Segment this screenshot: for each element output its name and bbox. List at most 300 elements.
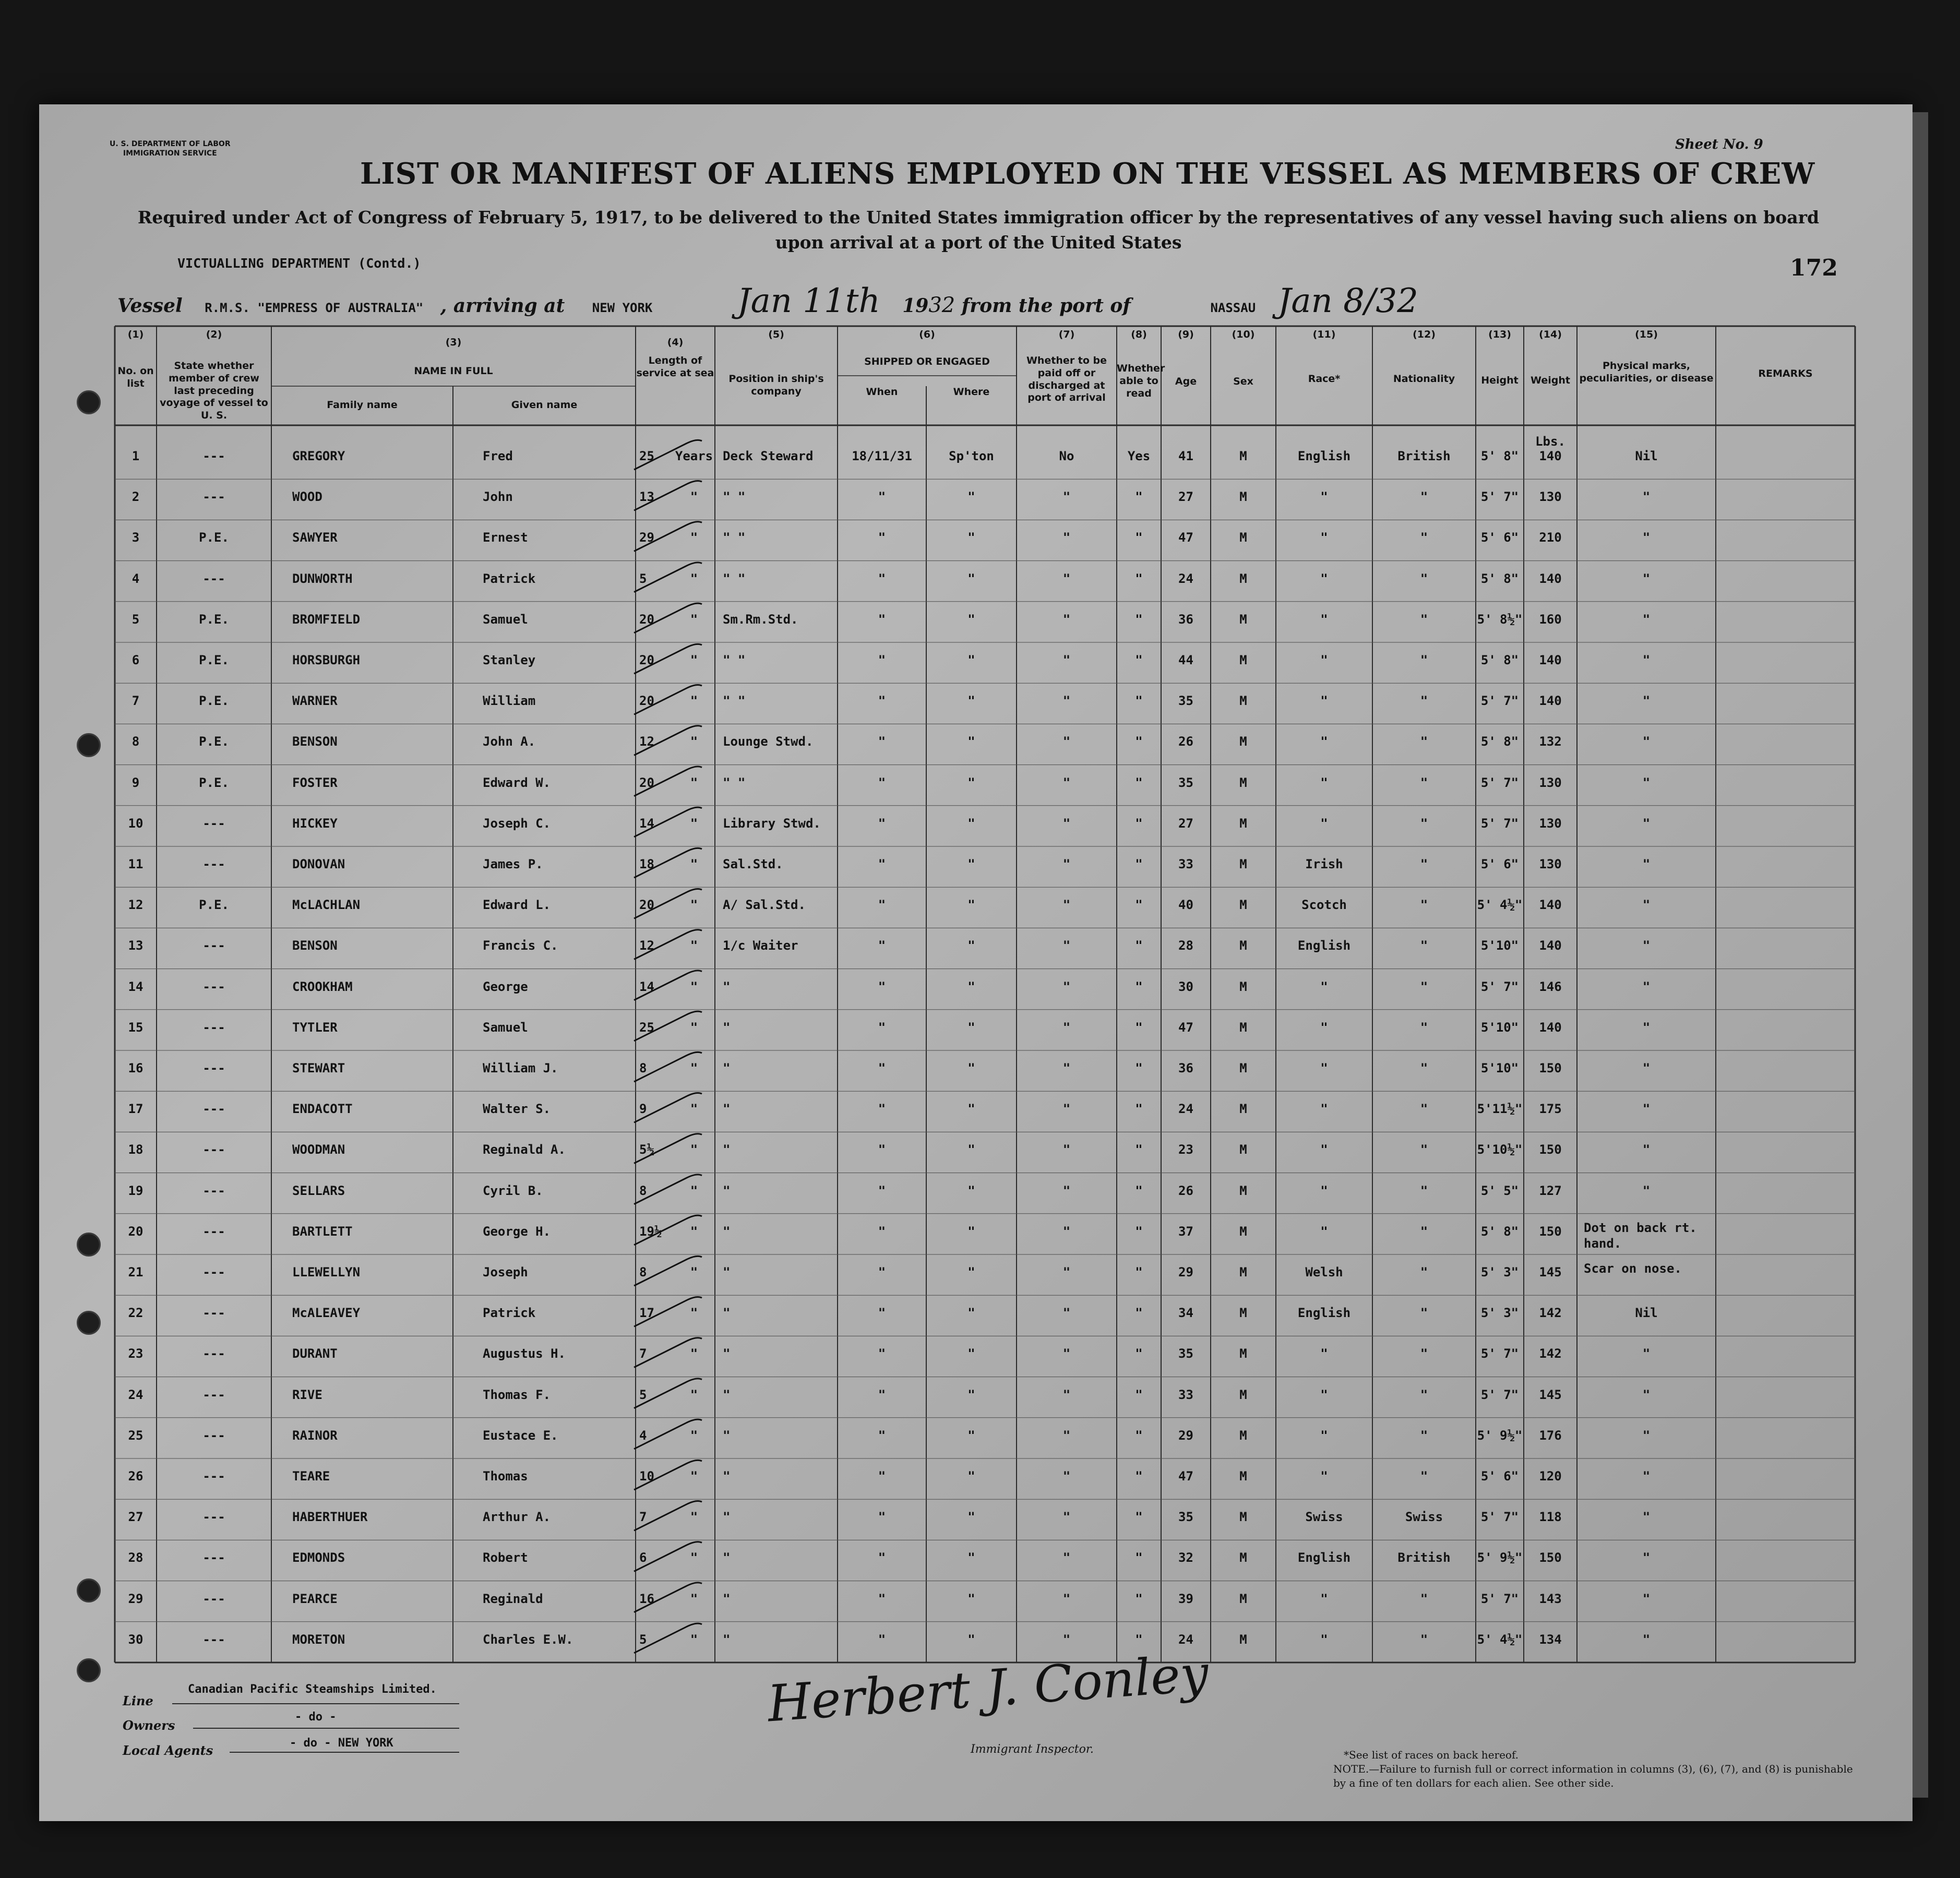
physical-marks: " [1642, 1020, 1651, 1035]
height: 5' 6" [1480, 1469, 1519, 1484]
col-header-given-name: Given name [511, 399, 578, 411]
previous-voyage: --- [202, 1428, 225, 1443]
col-header-no: No. on list [117, 365, 154, 389]
height: 5' 7" [1480, 1510, 1519, 1525]
shipped-when: " [878, 653, 886, 667]
shipped-when: " [878, 775, 886, 790]
nationality: British [1397, 1550, 1451, 1565]
service-unit: " [690, 612, 698, 627]
ship-position: " [723, 979, 731, 994]
row-number: 13 [128, 938, 144, 953]
weight: 130 [1539, 775, 1562, 790]
able-to-read: " [1135, 612, 1143, 627]
sex: M [1239, 530, 1247, 545]
previous-voyage: P.E. [199, 734, 229, 749]
age: 29 [1178, 1265, 1193, 1279]
row-number: 20 [128, 1224, 144, 1239]
weight: 130 [1539, 857, 1562, 871]
able-to-read: " [1135, 653, 1143, 667]
service-length: 7 [639, 1510, 647, 1525]
race: " [1320, 775, 1328, 790]
paid-off: " [1062, 898, 1071, 913]
service-length: 17 [639, 1306, 654, 1321]
paid-off: " [1062, 1306, 1071, 1321]
col-header-weight: Weight [1531, 375, 1570, 386]
col-number: (12) [1413, 329, 1436, 340]
family-name: HORSBURGH [292, 653, 361, 667]
shipped-when: " [878, 1183, 886, 1198]
previous-voyage: --- [202, 1632, 225, 1647]
shipped-when: " [878, 816, 886, 831]
ship-position: " [723, 1591, 731, 1606]
service-unit: " [690, 1020, 698, 1035]
paid-off: " [1062, 1183, 1071, 1198]
given-name: Edward L. [483, 898, 551, 913]
nationality: " [1420, 938, 1428, 953]
family-name: DURANT [292, 1346, 338, 1361]
given-name: Edward W. [483, 775, 551, 790]
shipped-where: " [967, 1346, 975, 1361]
shipped-where: " [967, 489, 975, 505]
owners-value: - do - [295, 1710, 337, 1724]
given-name: John A. [483, 734, 536, 749]
given-name: John [483, 489, 513, 505]
age: 23 [1178, 1142, 1193, 1157]
age: 24 [1178, 571, 1193, 586]
age: 26 [1178, 1183, 1193, 1198]
paid-off: " [1062, 1061, 1071, 1075]
col-number: (14) [1539, 329, 1562, 340]
col-number: (3) [445, 337, 462, 348]
given-name: Walter S. [483, 1102, 551, 1117]
ship-position: " [723, 1183, 731, 1198]
able-to-read: " [1135, 1224, 1143, 1239]
previous-voyage: --- [202, 938, 225, 953]
paid-off: " [1062, 1428, 1071, 1443]
weight: 130 [1539, 816, 1562, 831]
physical-marks: " [1642, 1591, 1651, 1606]
ship-position: Deck Steward [723, 449, 814, 463]
physical-marks: " [1642, 857, 1651, 871]
age: 32 [1178, 1550, 1193, 1565]
weight: 142 [1539, 1346, 1562, 1361]
col-number: (11) [1312, 329, 1336, 340]
able-to-read: " [1135, 1142, 1143, 1157]
col-header-where: Where [953, 386, 990, 398]
weight: 134 [1539, 1632, 1562, 1647]
ship-position: " " [723, 489, 746, 505]
service-length: 18 [639, 857, 654, 871]
ship-position: " [723, 1020, 731, 1035]
physical-marks: " [1642, 1142, 1651, 1157]
ship-position: Lounge Stwd. [723, 734, 814, 749]
row-number: 30 [128, 1632, 144, 1647]
service-unit: " [690, 1550, 698, 1565]
given-name: William [483, 693, 536, 709]
paid-off: No [1059, 449, 1074, 463]
family-name: BENSON [292, 734, 338, 749]
weight: 127 [1539, 1183, 1562, 1198]
able-to-read: " [1135, 1469, 1143, 1484]
service-length: 5½ [639, 1142, 654, 1157]
shipped-where: " [967, 1224, 975, 1239]
shipped-when: " [878, 857, 886, 871]
previous-voyage: --- [202, 1020, 225, 1035]
race: " [1320, 1020, 1328, 1035]
nationality: " [1420, 734, 1428, 749]
family-name: MORETON [292, 1632, 345, 1647]
given-name: Cyril B. [483, 1183, 543, 1198]
shipped-when: " [878, 1265, 886, 1279]
row-number: 24 [128, 1387, 144, 1402]
service-unit: " [690, 898, 698, 913]
nationality: " [1420, 1224, 1428, 1239]
nationality: " [1420, 857, 1428, 871]
shipped-when: " [878, 1550, 886, 1565]
service-unit: " [690, 571, 698, 586]
able-to-read: " [1135, 1387, 1143, 1402]
row-number: 4 [132, 571, 140, 586]
given-name: William J. [483, 1061, 558, 1075]
service-unit: " [690, 489, 698, 505]
nationality: " [1420, 1428, 1428, 1443]
race: " [1320, 1387, 1328, 1402]
weight: 150 [1539, 1142, 1562, 1157]
age: 24 [1178, 1102, 1193, 1117]
physical-marks: " [1642, 530, 1651, 545]
row-number: 22 [128, 1306, 144, 1321]
paid-off: " [1062, 612, 1071, 627]
service-unit: " [690, 1428, 698, 1443]
family-name: DONOVAN [292, 857, 345, 871]
height: 5'10" [1480, 1020, 1519, 1035]
weight: 143 [1539, 1591, 1562, 1606]
year-handwritten: 32 [928, 293, 955, 317]
service-length: 8 [639, 1061, 647, 1075]
height: 5' 4½" [1477, 898, 1523, 913]
age: 26 [1178, 734, 1193, 749]
race: English [1297, 1550, 1351, 1565]
sex: M [1239, 1591, 1247, 1606]
ship-position: " [723, 1306, 731, 1321]
col-header-remarks: REMARKS [1758, 368, 1813, 379]
sex: M [1239, 1102, 1247, 1117]
physical-marks: " [1642, 489, 1651, 505]
service-unit: " [690, 938, 698, 953]
paid-off: " [1062, 1020, 1071, 1035]
service-length: 12 [639, 938, 654, 953]
height: 5' 8" [1480, 571, 1519, 586]
able-to-read: " [1135, 938, 1143, 953]
able-to-read: " [1135, 1346, 1143, 1361]
sex: M [1239, 1632, 1247, 1647]
shipped-when: " [878, 1387, 886, 1402]
shipped-where: " [967, 1510, 975, 1525]
age: 47 [1178, 1469, 1193, 1484]
row-number: 6 [132, 653, 140, 667]
given-name: Joseph [483, 1265, 528, 1279]
paid-off: " [1062, 693, 1071, 709]
family-name: CROOKHAM [292, 979, 353, 994]
shipped-where: " [967, 693, 975, 709]
able-to-read: " [1135, 1020, 1143, 1035]
sex: M [1239, 734, 1247, 749]
weight-unit: Lbs. [1535, 434, 1565, 449]
nationality: " [1420, 1265, 1428, 1279]
able-to-read: " [1135, 1102, 1143, 1117]
family-name: PEARCE [292, 1591, 338, 1606]
nationality: " [1420, 1387, 1428, 1402]
service-length: 20 [639, 612, 654, 627]
physical-marks: Scar on nose. [1584, 1261, 1682, 1276]
previous-voyage: --- [202, 979, 225, 994]
able-to-read: " [1135, 1591, 1143, 1606]
able-to-read: " [1135, 857, 1143, 871]
nationality: " [1420, 1102, 1428, 1117]
physical-marks: " [1642, 816, 1651, 831]
service-unit: " [690, 1346, 698, 1361]
row-number: 23 [128, 1346, 144, 1361]
physical-marks: " [1642, 1550, 1651, 1565]
nationality: " [1420, 775, 1428, 790]
service-unit: " [690, 775, 698, 790]
race: " [1320, 530, 1328, 545]
ship-position: " [723, 1142, 731, 1157]
sex: M [1239, 1020, 1247, 1035]
vessel-label: Vessel [117, 295, 183, 317]
race: " [1320, 979, 1328, 994]
col-number: (9) [1178, 329, 1194, 340]
col-number: (6) [919, 329, 935, 340]
sex: M [1239, 571, 1247, 586]
row-number: 21 [128, 1265, 144, 1279]
family-name: ENDACOTT [292, 1102, 353, 1117]
height: 5' 7" [1480, 489, 1519, 505]
weight: 118 [1539, 1510, 1562, 1525]
row-number: 26 [128, 1469, 144, 1484]
shipped-when: " [878, 1142, 886, 1157]
service-unit: " [690, 734, 698, 749]
able-to-read: " [1135, 1632, 1143, 1647]
footnotes [1333, 1748, 1855, 1790]
service-length: 4 [639, 1428, 647, 1443]
physical-marks: " [1642, 1346, 1651, 1361]
height: 5' 8" [1480, 653, 1519, 667]
from-port: NASSAU [1210, 301, 1256, 315]
service-length: 12 [639, 734, 654, 749]
shipped-where: " [967, 1061, 975, 1075]
vessel-name: R.M.S. "EMPRESS OF AUSTRALIA" [205, 301, 424, 315]
service-unit: " [690, 1102, 698, 1117]
service-unit: " [690, 693, 698, 709]
given-name: Patrick [483, 571, 536, 586]
race: " [1320, 1346, 1328, 1361]
race: English [1297, 449, 1351, 463]
ship-position: A/ Sal.Std. [723, 898, 806, 913]
sex: M [1239, 938, 1247, 953]
service-length: 13 [639, 489, 654, 505]
family-name: HICKEY [292, 816, 338, 831]
height: 5' 8½" [1477, 612, 1523, 627]
shipped-when: " [878, 1346, 886, 1361]
able-to-read: " [1135, 775, 1143, 790]
col-header-sex: Sex [1233, 376, 1253, 387]
paid-off: " [1062, 938, 1071, 953]
given-name: Thomas F. [483, 1387, 551, 1402]
weight: 176 [1539, 1428, 1562, 1443]
shipped-where: " [967, 530, 975, 545]
height: 5' 4½" [1477, 1632, 1523, 1647]
ship-position: " " [723, 571, 746, 586]
physical-marks: " [1642, 1469, 1651, 1484]
given-name: Patrick [483, 1306, 536, 1321]
physical-marks: " [1642, 1183, 1651, 1198]
ship-position: " [723, 1224, 731, 1239]
family-name: GREGORY [292, 449, 345, 463]
race: " [1320, 693, 1328, 709]
weight: 130 [1539, 489, 1562, 505]
given-name: Samuel [483, 612, 528, 627]
ship-position: Sm.Rm.Std. [723, 612, 798, 627]
col-header-age: Age [1175, 376, 1197, 387]
service-length: 20 [639, 693, 654, 709]
previous-voyage: P.E. [199, 612, 229, 627]
height: 5' 7" [1480, 816, 1519, 831]
nationality: " [1420, 1020, 1428, 1035]
age: 40 [1178, 898, 1193, 913]
age: 47 [1178, 530, 1193, 545]
race: Welsh [1305, 1265, 1343, 1279]
previous-voyage: --- [202, 1183, 225, 1198]
race: " [1320, 1183, 1328, 1198]
previous-voyage: --- [202, 1306, 225, 1321]
nationality: " [1420, 489, 1428, 505]
previous-voyage: --- [202, 1591, 225, 1606]
height: 5'10½" [1477, 1142, 1523, 1157]
shipped-where: " [967, 653, 975, 667]
sheet-page-number: 172 [1790, 255, 1838, 281]
nationality: " [1420, 1142, 1428, 1157]
ship-position: " [723, 1102, 731, 1117]
height: 5' 8" [1480, 1224, 1519, 1239]
shipped-when: " [878, 1020, 886, 1035]
sex: M [1239, 1469, 1247, 1484]
col-header-when: When [866, 386, 898, 398]
service-unit: " [690, 1224, 698, 1239]
nationality: " [1420, 1469, 1428, 1484]
shipped-when: " [878, 1510, 886, 1525]
ship-position: Sal.Std. [723, 857, 783, 871]
shipped-when: " [878, 1306, 886, 1321]
shipped-when: " [878, 530, 886, 545]
given-name: Ernest [483, 530, 528, 545]
able-to-read: " [1135, 571, 1143, 586]
age: 33 [1178, 857, 1193, 871]
physical-marks: " [1642, 979, 1651, 994]
service-length: 25 [639, 449, 654, 463]
col-number: (2) [206, 329, 222, 340]
year-prefix: 19 [902, 295, 929, 317]
race: " [1320, 1102, 1328, 1117]
family-name: BROMFIELD [292, 612, 361, 627]
paid-off: " [1062, 489, 1071, 505]
paid-off: " [1062, 571, 1071, 586]
row-number: 14 [128, 979, 144, 994]
col-header-physical-marks: Physical marks, peculiarities, or disease [1579, 360, 1714, 384]
service-unit: " [690, 979, 698, 994]
physical-marks: " [1642, 693, 1651, 709]
service-unit: " [690, 1387, 698, 1402]
family-name: FOSTER [292, 775, 338, 790]
ship-position: " " [723, 693, 746, 709]
shipped-where: " [967, 1142, 975, 1157]
paid-off: " [1062, 1510, 1071, 1525]
family-name: TEARE [292, 1469, 330, 1484]
row-number: 12 [128, 898, 144, 913]
row-number: 18 [128, 1142, 144, 1157]
physical-marks: " [1642, 571, 1651, 586]
height: 5' 8" [1480, 734, 1519, 749]
service-length: 16 [639, 1591, 654, 1606]
shipped-when: " [878, 1632, 886, 1647]
service-length: 29 [639, 530, 654, 545]
shipped-when: " [878, 898, 886, 913]
nationality: " [1420, 1061, 1428, 1075]
previous-voyage: --- [202, 1469, 225, 1484]
nationality: " [1420, 612, 1428, 627]
age: 24 [1178, 1632, 1193, 1647]
previous-voyage: --- [202, 571, 225, 586]
physical-marks: " [1642, 775, 1651, 790]
shipped-where: " [967, 1591, 975, 1606]
race: " [1320, 816, 1328, 831]
shipped-when: " [878, 1224, 886, 1239]
nationality: " [1420, 571, 1428, 586]
weight: 140 [1539, 1020, 1562, 1035]
able-to-read: " [1135, 898, 1143, 913]
sex: M [1239, 1306, 1247, 1321]
service-length: 8 [639, 1265, 647, 1279]
age: 36 [1178, 1061, 1193, 1075]
height: 5'11½" [1477, 1102, 1523, 1117]
service-unit: Years [675, 449, 713, 463]
shipped-where: " [967, 775, 975, 790]
service-length: 6 [639, 1550, 647, 1565]
paid-off: " [1062, 1142, 1071, 1157]
col-number: (7) [1058, 329, 1075, 340]
previous-voyage: --- [202, 449, 225, 463]
shipped-when: " [878, 1591, 886, 1606]
given-name: Samuel [483, 1020, 528, 1035]
given-name: Francis C. [483, 938, 558, 953]
race: " [1320, 489, 1328, 505]
age: 44 [1178, 653, 1193, 667]
family-name: LLEWELLYN [292, 1265, 361, 1279]
physical-marks: " [1642, 653, 1651, 667]
previous-voyage: --- [202, 489, 225, 505]
row-number: 11 [128, 857, 144, 871]
age: 47 [1178, 1020, 1193, 1035]
service-length: 8 [639, 1183, 647, 1198]
service-unit: " [690, 857, 698, 871]
previous-voyage: --- [202, 1346, 225, 1361]
paid-off: " [1062, 979, 1071, 994]
weight: 142 [1539, 1306, 1562, 1321]
departure-date: Jan 8/32 [1277, 282, 1418, 320]
able-to-read: " [1135, 1550, 1143, 1565]
height: 5' 3" [1480, 1265, 1519, 1279]
weight: 145 [1539, 1265, 1562, 1279]
